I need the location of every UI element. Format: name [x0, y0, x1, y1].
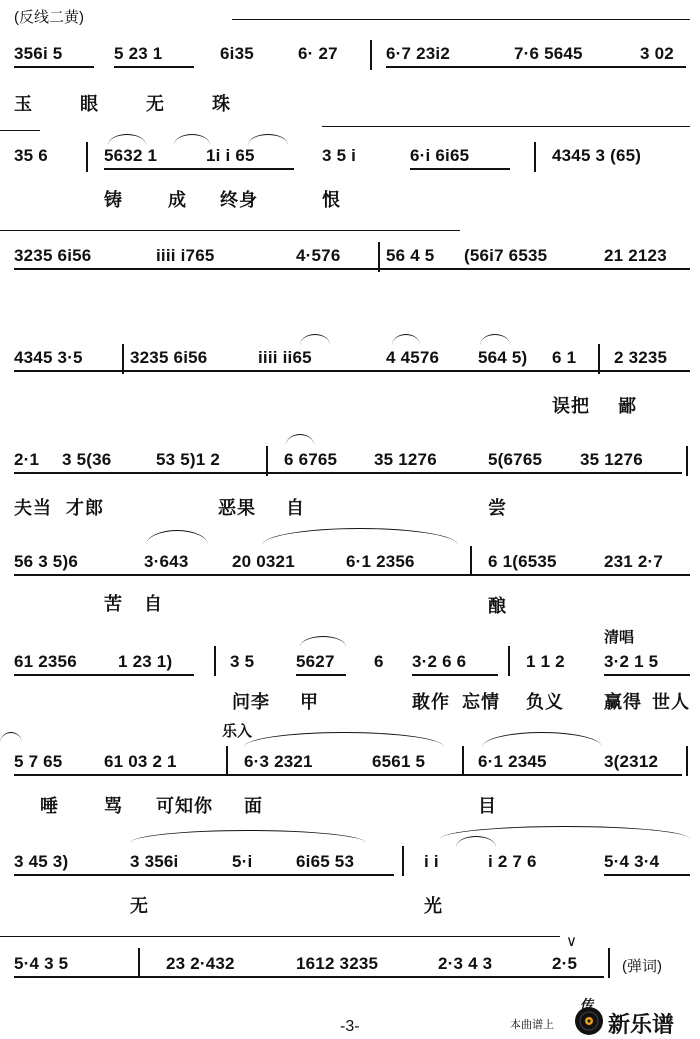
lyric: 唾	[40, 796, 59, 816]
phrase-line	[0, 936, 560, 937]
lyric: 目	[478, 796, 497, 816]
bar-line	[470, 546, 472, 576]
note-group: 3(2312	[604, 752, 659, 771]
slur	[174, 134, 210, 145]
bar-line	[686, 446, 688, 476]
mode-label: (反线二黄)	[14, 9, 84, 26]
note-group: 56 3 5)6	[14, 552, 78, 571]
bar-line	[86, 142, 88, 172]
note-group: 20 0321	[232, 552, 295, 571]
slur	[392, 334, 420, 345]
note-group: 6i65 53	[296, 852, 355, 871]
section-label: (弹词)	[622, 958, 662, 975]
lyric: 无	[130, 896, 149, 916]
lyric: 恶果	[218, 498, 256, 518]
note-group: i 2 7 6	[488, 852, 537, 871]
note-group: 6	[374, 652, 384, 671]
bar-line	[214, 646, 216, 676]
lyric: 才郎	[66, 498, 104, 518]
lyric: 可知你	[156, 796, 213, 816]
lyric: 玉	[14, 94, 33, 114]
note-group: 6·i 6i65	[410, 146, 470, 165]
performance-marking: 乐入	[222, 723, 253, 740]
note-group: 2 3235	[614, 348, 668, 367]
lyric: 负义	[526, 692, 564, 712]
note-group: 5632 1	[104, 146, 158, 165]
slur	[480, 334, 510, 345]
note-group: 7·6 5645	[514, 44, 583, 63]
note-group: 564 5)	[478, 348, 528, 367]
note-group: i i	[424, 852, 439, 871]
note-group: 6 1(6535	[488, 552, 557, 571]
beam	[14, 370, 690, 372]
note-group: iiii ii65	[258, 348, 312, 367]
note-group: 6 6765	[284, 450, 338, 469]
performance-marking: 清唱	[604, 629, 635, 646]
lyric: 问李	[232, 692, 270, 712]
beam	[114, 66, 194, 68]
lyric: 自	[144, 594, 163, 614]
phrase-line	[0, 130, 40, 131]
note-group: 53 5)1 2	[156, 450, 220, 469]
note-group: 6 1	[552, 348, 577, 367]
note-group: 5627	[296, 652, 335, 671]
beam	[14, 874, 394, 876]
slur	[146, 530, 208, 545]
beam	[604, 674, 690, 676]
note-group: 4 4576	[386, 348, 440, 367]
bar-line	[462, 746, 464, 776]
note-group: 6·1 2356	[346, 552, 415, 571]
lyric: 尝	[488, 498, 507, 518]
lyric: 面	[244, 796, 263, 816]
beam	[14, 976, 604, 978]
bar-line	[226, 746, 228, 776]
lyric: 忘情	[462, 692, 500, 712]
beam	[14, 66, 94, 68]
note-group: 2·3 4 3	[438, 954, 493, 973]
slur	[130, 830, 366, 843]
bar-line	[402, 846, 404, 876]
lyric: 鄙	[618, 396, 637, 416]
slur	[108, 134, 146, 145]
note-group: 1i i 65	[206, 146, 255, 165]
note-group: 35 1276	[580, 450, 643, 469]
note-group: 56 4 5	[386, 246, 435, 265]
bar-line	[370, 40, 372, 70]
slur	[482, 732, 602, 747]
note-group: 3 02	[640, 44, 674, 63]
note-group: (56i7 6535	[464, 246, 548, 265]
note-group: 3235 6i56	[130, 348, 208, 367]
beam	[14, 674, 194, 676]
slur	[300, 636, 346, 647]
note-group: 3·643	[144, 552, 189, 571]
note-group: 23 2·432	[166, 954, 235, 973]
note-group: iiii i765	[156, 246, 215, 265]
note-group: 231 2·7	[604, 552, 664, 571]
phrase-line	[322, 126, 690, 127]
note-group: 21 2123	[604, 246, 667, 265]
note-group: 3·2 1 5	[604, 652, 659, 671]
note-group: 61 2356	[14, 652, 77, 671]
beam	[14, 268, 690, 270]
lyric: 光	[424, 896, 443, 916]
lyric: 敢作	[412, 692, 450, 712]
lyric: 恨	[322, 190, 341, 210]
note-group: 6561 5	[372, 752, 426, 771]
note-group: 3235 6i56	[14, 246, 92, 265]
logo-text: 新乐谱	[608, 1012, 675, 1037]
slur	[262, 528, 458, 545]
slur	[0, 732, 22, 743]
logo-handwriting: 传	[580, 997, 594, 1012]
credit-text: 本曲谱上	[510, 1019, 554, 1031]
note-group: 6i35	[220, 44, 254, 63]
beam	[410, 168, 510, 170]
beam	[14, 472, 682, 474]
lyric: 终身	[220, 190, 258, 210]
note-group: 3 5 i	[322, 146, 357, 165]
lyric: 铸	[104, 190, 123, 210]
lyric: 成	[168, 190, 187, 210]
note-group: 35 6	[14, 146, 48, 165]
note-group: 5·i	[232, 852, 253, 871]
note-group: 6·1 2345	[478, 752, 547, 771]
lyric: 酿	[488, 596, 507, 616]
lyric: 甲	[300, 692, 319, 712]
beam	[104, 168, 294, 170]
lyric: 无	[146, 94, 165, 114]
note-group: 5 23 1	[114, 44, 163, 63]
note-group: 3 5	[230, 652, 255, 671]
note-group: 6· 27	[298, 44, 338, 63]
lyric: 眼	[80, 94, 99, 114]
note-group: 5 7 65	[14, 752, 63, 771]
beam	[296, 674, 346, 676]
lyric: 误把	[552, 396, 590, 416]
lyric: 夫当	[14, 498, 52, 518]
note-group: 1 23 1)	[118, 652, 173, 671]
bar-line	[508, 646, 510, 676]
note-group: 5·4 3·4	[604, 852, 660, 871]
slur	[286, 434, 314, 445]
note-group: 35 1276	[374, 450, 437, 469]
phrase-line	[0, 230, 460, 231]
note-group: 3·2 6 6	[412, 652, 467, 671]
beam	[14, 774, 682, 776]
note-group: 356i 5	[14, 44, 63, 63]
page-number: -3-	[340, 1018, 360, 1035]
note-group: 3 356i	[130, 852, 179, 871]
lyric: 珠	[212, 94, 231, 114]
beam	[604, 874, 690, 876]
note-group: 3 5(36	[62, 450, 112, 469]
note-group: 5(6765	[488, 450, 543, 469]
note-group: 1612 3235	[296, 954, 379, 973]
note-group: 61 03 2 1	[104, 752, 177, 771]
lyric: 世人	[652, 692, 690, 712]
bar-line	[686, 746, 688, 776]
bar-line	[608, 948, 610, 978]
note-group: 6·7 23i2	[386, 44, 450, 63]
note-group: 3 45 3)	[14, 852, 69, 871]
beam	[14, 574, 690, 576]
note-group: 2·5	[552, 954, 578, 973]
beam	[412, 674, 498, 676]
lyric: 苦	[104, 594, 123, 614]
phrase-line	[232, 19, 690, 20]
note-group: 5·4 3 5	[14, 954, 69, 973]
lyric: 自	[286, 498, 305, 518]
lyric: 赢得	[604, 692, 642, 712]
lyric: 骂	[104, 796, 123, 816]
note-group: 1 1 2	[526, 652, 565, 671]
bar-line	[138, 948, 140, 978]
note-group: 6·3 2321	[244, 752, 313, 771]
breath-mark: ∨	[566, 933, 577, 950]
note-group: 4345 3·5	[14, 348, 83, 367]
bar-line	[534, 142, 536, 172]
beam	[386, 66, 686, 68]
note-group: 4·576	[296, 246, 341, 265]
slur	[244, 732, 444, 747]
slur	[300, 334, 330, 345]
note-group: 4345 3 (65)	[552, 146, 642, 165]
slur	[248, 134, 288, 145]
note-group: 2·1	[14, 450, 40, 469]
